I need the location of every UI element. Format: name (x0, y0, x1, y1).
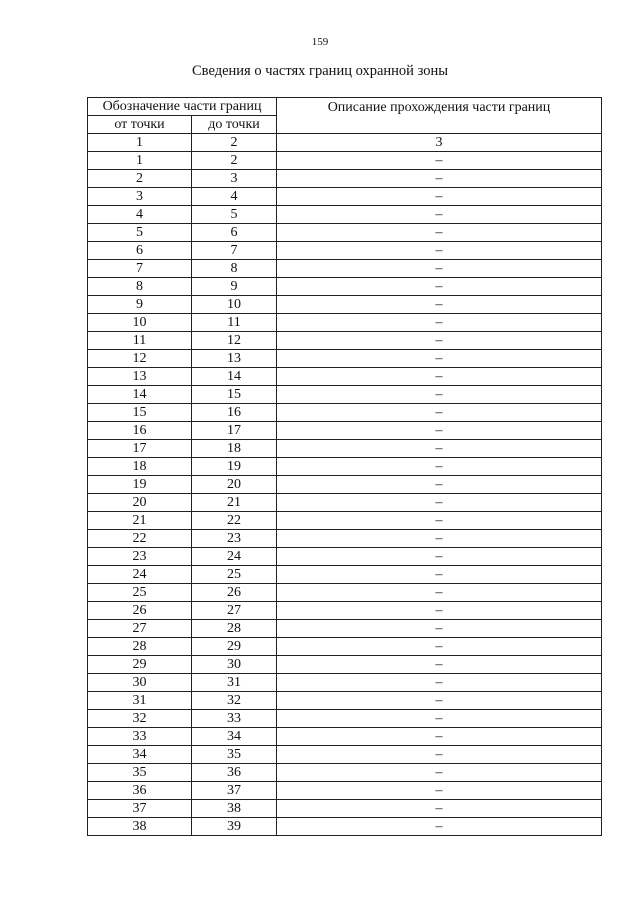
page-number: 159 (311, 36, 329, 48)
table-row (88, 386, 602, 404)
table-row (88, 278, 602, 296)
table-row (88, 800, 602, 818)
header-description: Описание прохождения части границ (277, 98, 602, 134)
cell-from: 25 (88, 584, 192, 602)
table-row (88, 818, 602, 836)
cell-to: 12 (192, 332, 277, 350)
table-row (88, 620, 602, 638)
cell-from: 7 (88, 260, 192, 278)
cell-to: 7 (192, 242, 277, 260)
cell-to: 17 (192, 422, 277, 440)
cell-from: 38 (88, 818, 192, 836)
cell-to: 5 (192, 206, 277, 224)
cell-from: 37 (88, 800, 192, 818)
cell-to: 2 (192, 152, 277, 170)
cell-to: 31 (192, 674, 277, 692)
cell-to: 26 (192, 584, 277, 602)
cell-from: 22 (88, 530, 192, 548)
cell-to: 28 (192, 620, 277, 638)
cell-from: 26 (88, 602, 192, 620)
cell-description: – (277, 314, 602, 332)
table-row (88, 314, 602, 332)
cell-description: – (277, 530, 602, 548)
column-number-3: 3 (277, 134, 602, 152)
cell-from: 28 (88, 638, 192, 656)
cell-from: 31 (88, 692, 192, 710)
table-row (88, 188, 602, 206)
cell-description: – (277, 476, 602, 494)
cell-to: 33 (192, 710, 277, 728)
column-number-2: 2 (192, 134, 277, 152)
cell-to: 37 (192, 782, 277, 800)
cell-to: 25 (192, 566, 277, 584)
cell-description: – (277, 566, 602, 584)
cell-description: – (277, 458, 602, 476)
cell-to: 11 (192, 314, 277, 332)
table-row (88, 584, 602, 602)
cell-from: 12 (88, 350, 192, 368)
cell-description: – (277, 350, 602, 368)
cell-to: 10 (192, 296, 277, 314)
cell-description: – (277, 422, 602, 440)
cell-from: 3 (88, 188, 192, 206)
cell-from: 4 (88, 206, 192, 224)
table-row (88, 296, 602, 314)
cell-to: 35 (192, 746, 277, 764)
cell-description: – (277, 224, 602, 242)
table-row (88, 206, 602, 224)
cell-from: 18 (88, 458, 192, 476)
table-row (88, 242, 602, 260)
cell-to: 30 (192, 656, 277, 674)
cell-description: – (277, 602, 602, 620)
cell-to: 3 (192, 170, 277, 188)
cell-description: – (277, 404, 602, 422)
cell-from: 33 (88, 728, 192, 746)
table-row (88, 674, 602, 692)
cell-to: 18 (192, 440, 277, 458)
cell-from: 35 (88, 764, 192, 782)
header-designation: Обозначение части границ (88, 98, 277, 116)
table-row (88, 422, 602, 440)
cell-description: – (277, 332, 602, 350)
cell-to: 36 (192, 764, 277, 782)
cell-from: 10 (88, 314, 192, 332)
cell-description: – (277, 494, 602, 512)
table-row (88, 728, 602, 746)
cell-to: 22 (192, 512, 277, 530)
table-row (88, 746, 602, 764)
table-row (88, 224, 602, 242)
cell-to: 20 (192, 476, 277, 494)
table-row (88, 656, 602, 674)
table-row (88, 512, 602, 530)
table-row (88, 332, 602, 350)
table-row (88, 602, 602, 620)
cell-from: 8 (88, 278, 192, 296)
cell-to: 38 (192, 800, 277, 818)
cell-description: – (277, 242, 602, 260)
cell-to: 6 (192, 224, 277, 242)
cell-from: 23 (88, 548, 192, 566)
document-title: Сведения о частях границ охранной зоны (192, 63, 448, 79)
cell-description: – (277, 512, 602, 530)
cell-from: 19 (88, 476, 192, 494)
cell-description: – (277, 206, 602, 224)
cell-description: – (277, 692, 602, 710)
table-row (88, 548, 602, 566)
table-row (88, 368, 602, 386)
table-row (88, 530, 602, 548)
table-row (88, 476, 602, 494)
cell-description: – (277, 260, 602, 278)
cell-from: 13 (88, 368, 192, 386)
column-numbers-row (88, 134, 602, 152)
cell-from: 16 (88, 422, 192, 440)
cell-description: – (277, 188, 602, 206)
cell-to: 27 (192, 602, 277, 620)
cell-to: 15 (192, 386, 277, 404)
cell-description: – (277, 278, 602, 296)
cell-from: 27 (88, 620, 192, 638)
cell-description: – (277, 728, 602, 746)
cell-description: – (277, 548, 602, 566)
cell-description: – (277, 386, 602, 404)
cell-from: 34 (88, 746, 192, 764)
cell-to: 29 (192, 638, 277, 656)
table-row (88, 260, 602, 278)
cell-from: 17 (88, 440, 192, 458)
column-number-1: 1 (88, 134, 192, 152)
cell-description: – (277, 674, 602, 692)
cell-description: – (277, 170, 602, 188)
cell-from: 1 (88, 152, 192, 170)
cell-to: 21 (192, 494, 277, 512)
cell-description: – (277, 368, 602, 386)
cell-from: 11 (88, 332, 192, 350)
cell-from: 30 (88, 674, 192, 692)
cell-to: 16 (192, 404, 277, 422)
table-row (88, 170, 602, 188)
cell-to: 8 (192, 260, 277, 278)
cell-from: 24 (88, 566, 192, 584)
cell-description: – (277, 620, 602, 638)
table-header (88, 98, 602, 152)
cell-description: – (277, 584, 602, 602)
table-row (88, 764, 602, 782)
table-row (88, 692, 602, 710)
cell-to: 23 (192, 530, 277, 548)
table-row (88, 458, 602, 476)
cell-description: – (277, 638, 602, 656)
cell-from: 29 (88, 656, 192, 674)
header-from-point: от точки (88, 116, 192, 134)
cell-to: 19 (192, 458, 277, 476)
cell-to: 4 (192, 188, 277, 206)
cell-from: 2 (88, 170, 192, 188)
cell-to: 9 (192, 278, 277, 296)
cell-from: 14 (88, 386, 192, 404)
table-row (88, 350, 602, 368)
cell-description: – (277, 656, 602, 674)
table-row (88, 404, 602, 422)
table-row (88, 152, 602, 170)
cell-description: – (277, 800, 602, 818)
cell-description: – (277, 710, 602, 728)
cell-to: 24 (192, 548, 277, 566)
table-body (88, 152, 602, 836)
header-row-1 (88, 98, 602, 116)
cell-description: – (277, 818, 602, 836)
cell-description: – (277, 764, 602, 782)
cell-to: 14 (192, 368, 277, 386)
boundary-parts-table (87, 97, 602, 836)
cell-to: 13 (192, 350, 277, 368)
cell-from: 20 (88, 494, 192, 512)
table-row (88, 440, 602, 458)
table-row (88, 782, 602, 800)
cell-from: 32 (88, 710, 192, 728)
cell-from: 5 (88, 224, 192, 242)
cell-to: 39 (192, 818, 277, 836)
cell-from: 15 (88, 404, 192, 422)
table-row (88, 638, 602, 656)
cell-to: 32 (192, 692, 277, 710)
header-to-point: до точки (192, 116, 277, 134)
cell-description: – (277, 746, 602, 764)
cell-from: 6 (88, 242, 192, 260)
cell-from: 9 (88, 296, 192, 314)
cell-description: – (277, 440, 602, 458)
cell-from: 36 (88, 782, 192, 800)
cell-from: 21 (88, 512, 192, 530)
cell-description: – (277, 782, 602, 800)
cell-description: – (277, 296, 602, 314)
table-row (88, 494, 602, 512)
cell-description: – (277, 152, 602, 170)
cell-to: 34 (192, 728, 277, 746)
table-row (88, 710, 602, 728)
table-row (88, 566, 602, 584)
